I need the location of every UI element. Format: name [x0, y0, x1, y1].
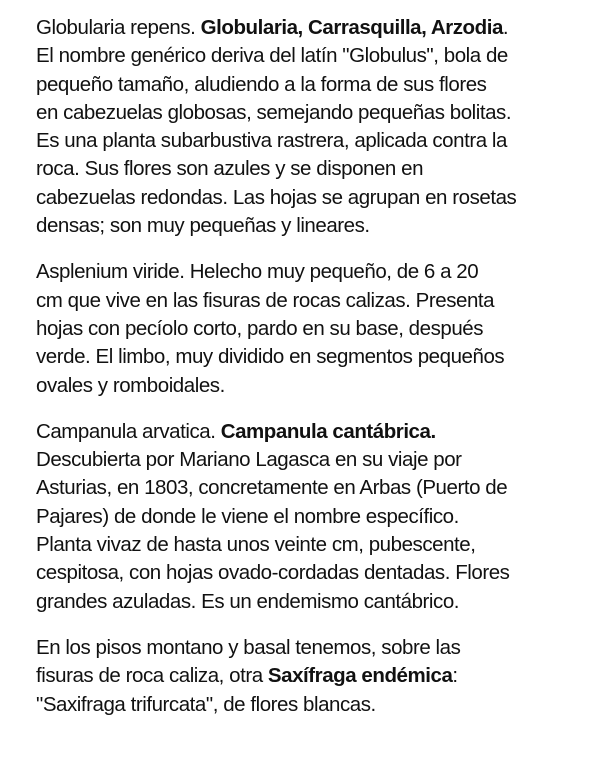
text-run: En los pisos montano y basal tenemos, sobre las — [36, 635, 461, 659]
bold-text-run: Globularia, Carrasquilla, Arzodia — [200, 16, 503, 39]
text-line — [36, 588, 602, 616]
text-run: roca. Sus flores son azules y se disponen en — [36, 157, 424, 181]
text-line — [36, 212, 602, 240]
text-run: El nombre genérico deriva del latín "Globulus", bola de — [36, 44, 508, 68]
text-line — [36, 418, 602, 446]
text-run: ovales y romboidales. — [36, 373, 225, 397]
text-run: . — [502, 16, 509, 39]
bold-text-run: Saxífraga endémica — [267, 664, 453, 688]
text-line — [36, 343, 602, 371]
text-run: verde. El limbo, muy dividido en segmentos pequeños — [36, 345, 505, 369]
text-run: cm que vive en las fisuras de rocas calizas. Presenta — [36, 288, 495, 312]
bold-text-run: Campanula cantábrica. — [220, 419, 436, 443]
text-line — [36, 155, 602, 183]
text-run: Planta vivaz de hasta unos veinte cm, pubescente, — [36, 533, 476, 557]
text-run: "Saxifraga trifurcata", de flores blancas. — [36, 692, 376, 716]
text-line — [36, 531, 602, 559]
text-run: Asplenium viride. Helecho muy pequeño, de 6 a 20 — [36, 260, 479, 284]
text-line — [36, 287, 602, 315]
text-run: Globularia repens. — [36, 16, 201, 39]
text-run: cespitosa, con hojas ovado-cordadas dentadas. Flores — [36, 561, 510, 585]
text-run: densas; son muy pequeñas y lineares. — [36, 214, 370, 238]
text-run: : — [452, 664, 458, 688]
text-run: pequeño tamaño, aludiendo a la forma de sus flores — [36, 72, 487, 96]
text-line — [36, 446, 602, 474]
text-line — [36, 14, 602, 42]
text-line — [36, 184, 602, 212]
text-line — [36, 71, 602, 99]
text-line — [36, 503, 602, 531]
text-run: Pajares) de donde le viene el nombre específico. — [36, 504, 459, 528]
text-run: Descubierta por Mariano Lagasca en su viaje por — [36, 448, 462, 472]
text-run: en cabezuelas globosas, semejando pequeñas bolitas. — [36, 100, 512, 124]
text-run: hojas con pecíolo corto, pardo en su base, después — [36, 316, 484, 340]
paragraph-4 — [36, 634, 602, 719]
text-line — [36, 474, 602, 502]
text-line — [36, 559, 602, 587]
text-line — [36, 372, 602, 400]
paragraph-1 — [36, 14, 602, 240]
text-line — [36, 127, 602, 155]
document-page — [36, 14, 602, 737]
text-line — [36, 691, 602, 719]
paragraph-3 — [36, 418, 602, 616]
text-run: Campanula arvatica. — [36, 419, 221, 443]
text-run: fisuras de roca caliza, otra — [36, 664, 268, 688]
text-line — [36, 315, 602, 343]
text-line — [36, 42, 602, 70]
text-line — [36, 99, 602, 127]
text-line — [36, 258, 602, 286]
text-run: Es una planta subarbustiva rastrera, aplicada contra la — [36, 129, 507, 153]
text-line — [36, 634, 602, 662]
text-run: grandes azuladas. Es un endemismo cantábrico. — [36, 589, 460, 613]
text-run: cabezuelas redondas. Las hojas se agrupan en rosetas — [36, 185, 517, 209]
text-line — [36, 662, 602, 690]
paragraph-2 — [36, 258, 602, 399]
text-run: Asturias, en 1803, concretamente en Arbas (Puerto de — [36, 476, 508, 500]
